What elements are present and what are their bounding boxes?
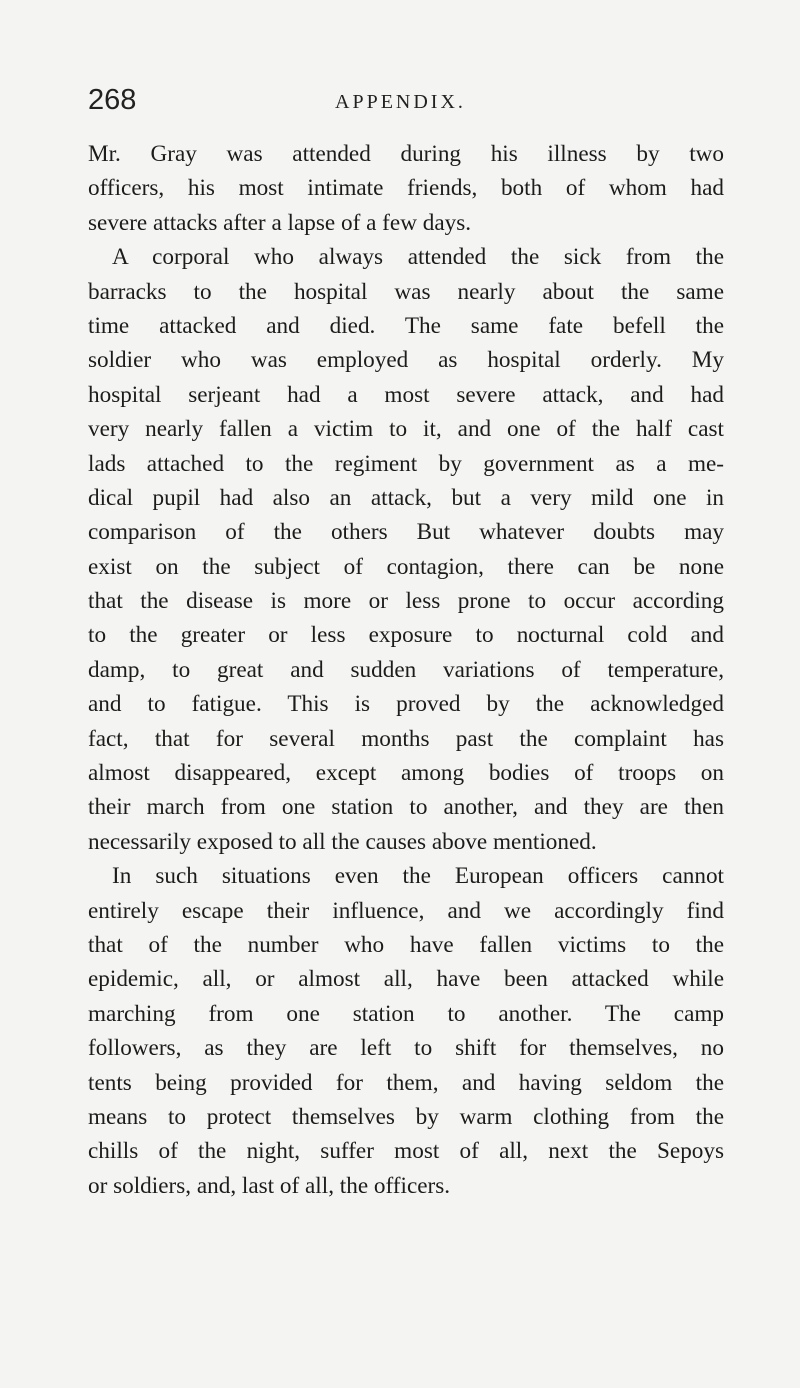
text-line: that the disease is more or less prone to occur according	[88, 588, 724, 615]
page-number: 268	[88, 84, 137, 116]
text-line: to the greater or less exposure to nocturnal cold and	[88, 622, 724, 649]
text-line: dical pupil had also an attack, but a very mild one in	[88, 484, 724, 511]
text-line: soldier who was employed as hospital orderly. My	[88, 347, 724, 374]
text-line: necessarily exposed to all the causes above mentioned.	[88, 828, 597, 855]
page-header	[88, 84, 728, 124]
running-head: APPENDIX.	[335, 91, 466, 113]
text-line: hospital serjeant had a most severe attack, and had	[88, 381, 724, 408]
text-line: tents being provided for them, and having seldom the	[88, 1069, 724, 1096]
text-line: severe attacks after a lapse of a few days.	[88, 209, 472, 236]
text-line: fact, that for several months past the complaint has	[88, 725, 724, 752]
text-line: and to fatigue. This is proved by the acknowledged	[88, 691, 724, 718]
text-line: barracks to the hospital was nearly about the same	[88, 278, 724, 305]
text-line: officers, his most intimate friends, both of whom had	[88, 175, 724, 202]
body-text	[88, 137, 724, 1203]
text-line: damp, to great and sudden variations of temperature,	[88, 656, 724, 683]
text-line: entirely escape their influence, and we accordingly find	[88, 897, 724, 924]
text-line: their march from one station to another, and they are then	[88, 794, 724, 821]
text-line: that of the number who have fallen victims to the	[88, 931, 724, 958]
text-line: comparison of the others But whatever doubts may	[88, 519, 724, 546]
text-line: exist on the subject of contagion, there can be none	[88, 553, 724, 580]
text-line: very nearly fallen a victim to it, and one of the half cast	[88, 416, 724, 443]
text-line: Mr. Gray was attended during his illness by two	[88, 141, 724, 167]
text-line: almost disappeared, except among bodies of troops on	[88, 760, 724, 787]
text-line: or soldiers, and, last of all, the officers.	[88, 1172, 451, 1199]
text-line: followers, as they are left to shift for themselves, no	[88, 1035, 724, 1062]
text-line: In such situations even the European officers cannot	[112, 863, 724, 890]
text-line: marching from one station to another. The camp	[88, 1000, 724, 1027]
text-line: means to protect themselves by warm clothing from the	[88, 1103, 724, 1130]
text-line: time attacked and died. The same fate befell the	[88, 312, 724, 339]
text-line: A corporal who always attended the sick from the	[112, 244, 724, 271]
text-line: chills of the night, suffer most of all, next the Sepoys	[88, 1138, 724, 1165]
text-line: lads attached to the regiment by government as a me-	[88, 450, 724, 477]
text-line: epidemic, all, or almost all, have been attacked while	[88, 966, 724, 993]
